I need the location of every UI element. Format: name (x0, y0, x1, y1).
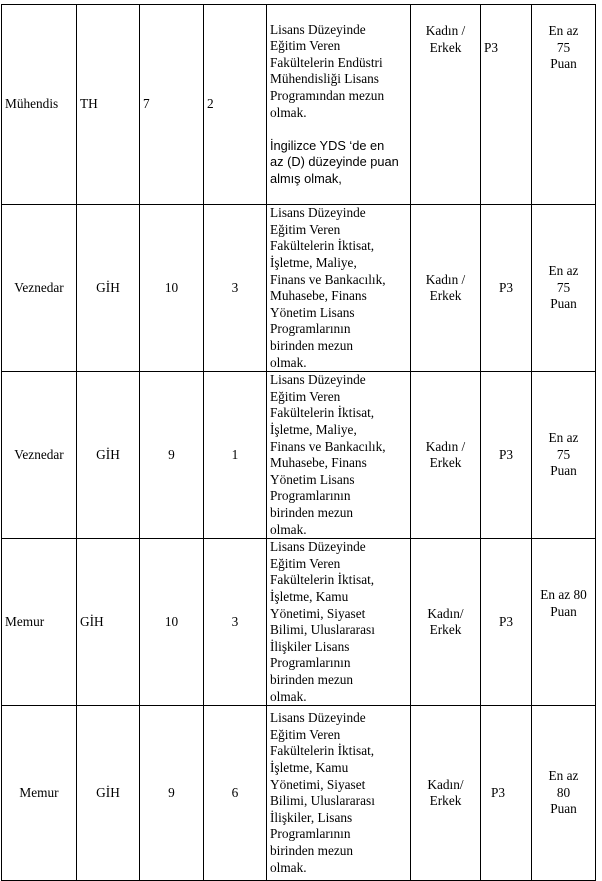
unit-code: GİH (77, 205, 140, 372)
position-title: Mühendis (2, 5, 77, 205)
unit-code: GİH (77, 539, 140, 706)
grade: 10 (140, 539, 204, 706)
position-title: Memur (2, 706, 77, 881)
min-score: En az 75 Puan (532, 5, 596, 205)
kpss-type: P3 (481, 5, 532, 205)
table-row (2, 5, 596, 205)
position-title: Memur (2, 539, 77, 706)
gender: Kadın/ Erkek (411, 706, 481, 881)
gender: Kadın/ Erkek (411, 539, 481, 706)
position-count: 6 (204, 706, 267, 881)
gender: Kadın / Erkek (411, 5, 481, 205)
grade: 9 (140, 372, 204, 539)
grade: 10 (140, 205, 204, 372)
positions-table (1, 4, 596, 881)
gender: Kadın / Erkek (411, 372, 481, 539)
position-count: 1 (204, 372, 267, 539)
position-count: 3 (204, 205, 267, 372)
gender: Kadın / Erkek (411, 205, 481, 372)
language-requirement: İngilizce YDS ‘de en az (D) düzeyinde puan almış olmak, (270, 137, 399, 186)
qualification-text: Lisans Düzeyinde Eğitim Veren Fakültelerin Endüstri Mühendisliği Lisans Programından mezun olmak. (270, 21, 385, 120)
qualification-text: Lisans Düzeyinde Eğitim Veren Fakültelerin İktisat, İşletme, Kamu Yönetimi, Siyaset Bilimi, Uluslararası İlişkiler Lisans Programlarının birinden mezun olmak. (267, 539, 411, 706)
min-score: En az 75 Puan (532, 372, 596, 539)
kpss-type: P3 (481, 205, 532, 372)
position-title: Veznedar (2, 205, 77, 372)
unit-code: TH (77, 5, 140, 205)
kpss-type: P3 (481, 539, 532, 706)
table-row (2, 706, 596, 881)
table-row (2, 539, 596, 706)
qualification-text: Lisans Düzeyinde Eğitim Veren Fakültelerin İktisat, İşletme, Maliye, Finans ve Bankacılık, Muhasebe, Finans Yönetim Lisans Programlarının birinden mezun olmak. (267, 205, 411, 372)
kpss-type: P3 (481, 372, 532, 539)
position-count: 2 (204, 5, 267, 205)
min-score: En az 80 Puan (532, 706, 596, 881)
qualification-text: Lisans Düzeyinde Eğitim Veren Fakültelerin İktisat, İşletme, Kamu Yönetimi, Siyaset Bilimi, Uluslararası İlişkiler, Lisans Programlarının birinden mezun olmak. (267, 706, 411, 881)
grade: 7 (140, 5, 204, 205)
min-score: En az 80 Puan (532, 539, 596, 706)
table-row (2, 372, 596, 539)
position-count: 3 (204, 539, 267, 706)
grade: 9 (140, 706, 204, 881)
qualification-cell (267, 5, 411, 205)
unit-code: GİH (77, 706, 140, 881)
position-title: Veznedar (2, 372, 77, 539)
table-row (2, 205, 596, 372)
kpss-type: P3 (481, 706, 532, 881)
qualification-text: Lisans Düzeyinde Eğitim Veren Fakültelerin İktisat, İşletme, Maliye, Finans ve Bankacılık, Muhasebe, Finans Yönetim Lisans Programlarının birinden mezun olmak. (267, 372, 411, 539)
min-score: En az 75 Puan (532, 205, 596, 372)
unit-code: GİH (77, 372, 140, 539)
